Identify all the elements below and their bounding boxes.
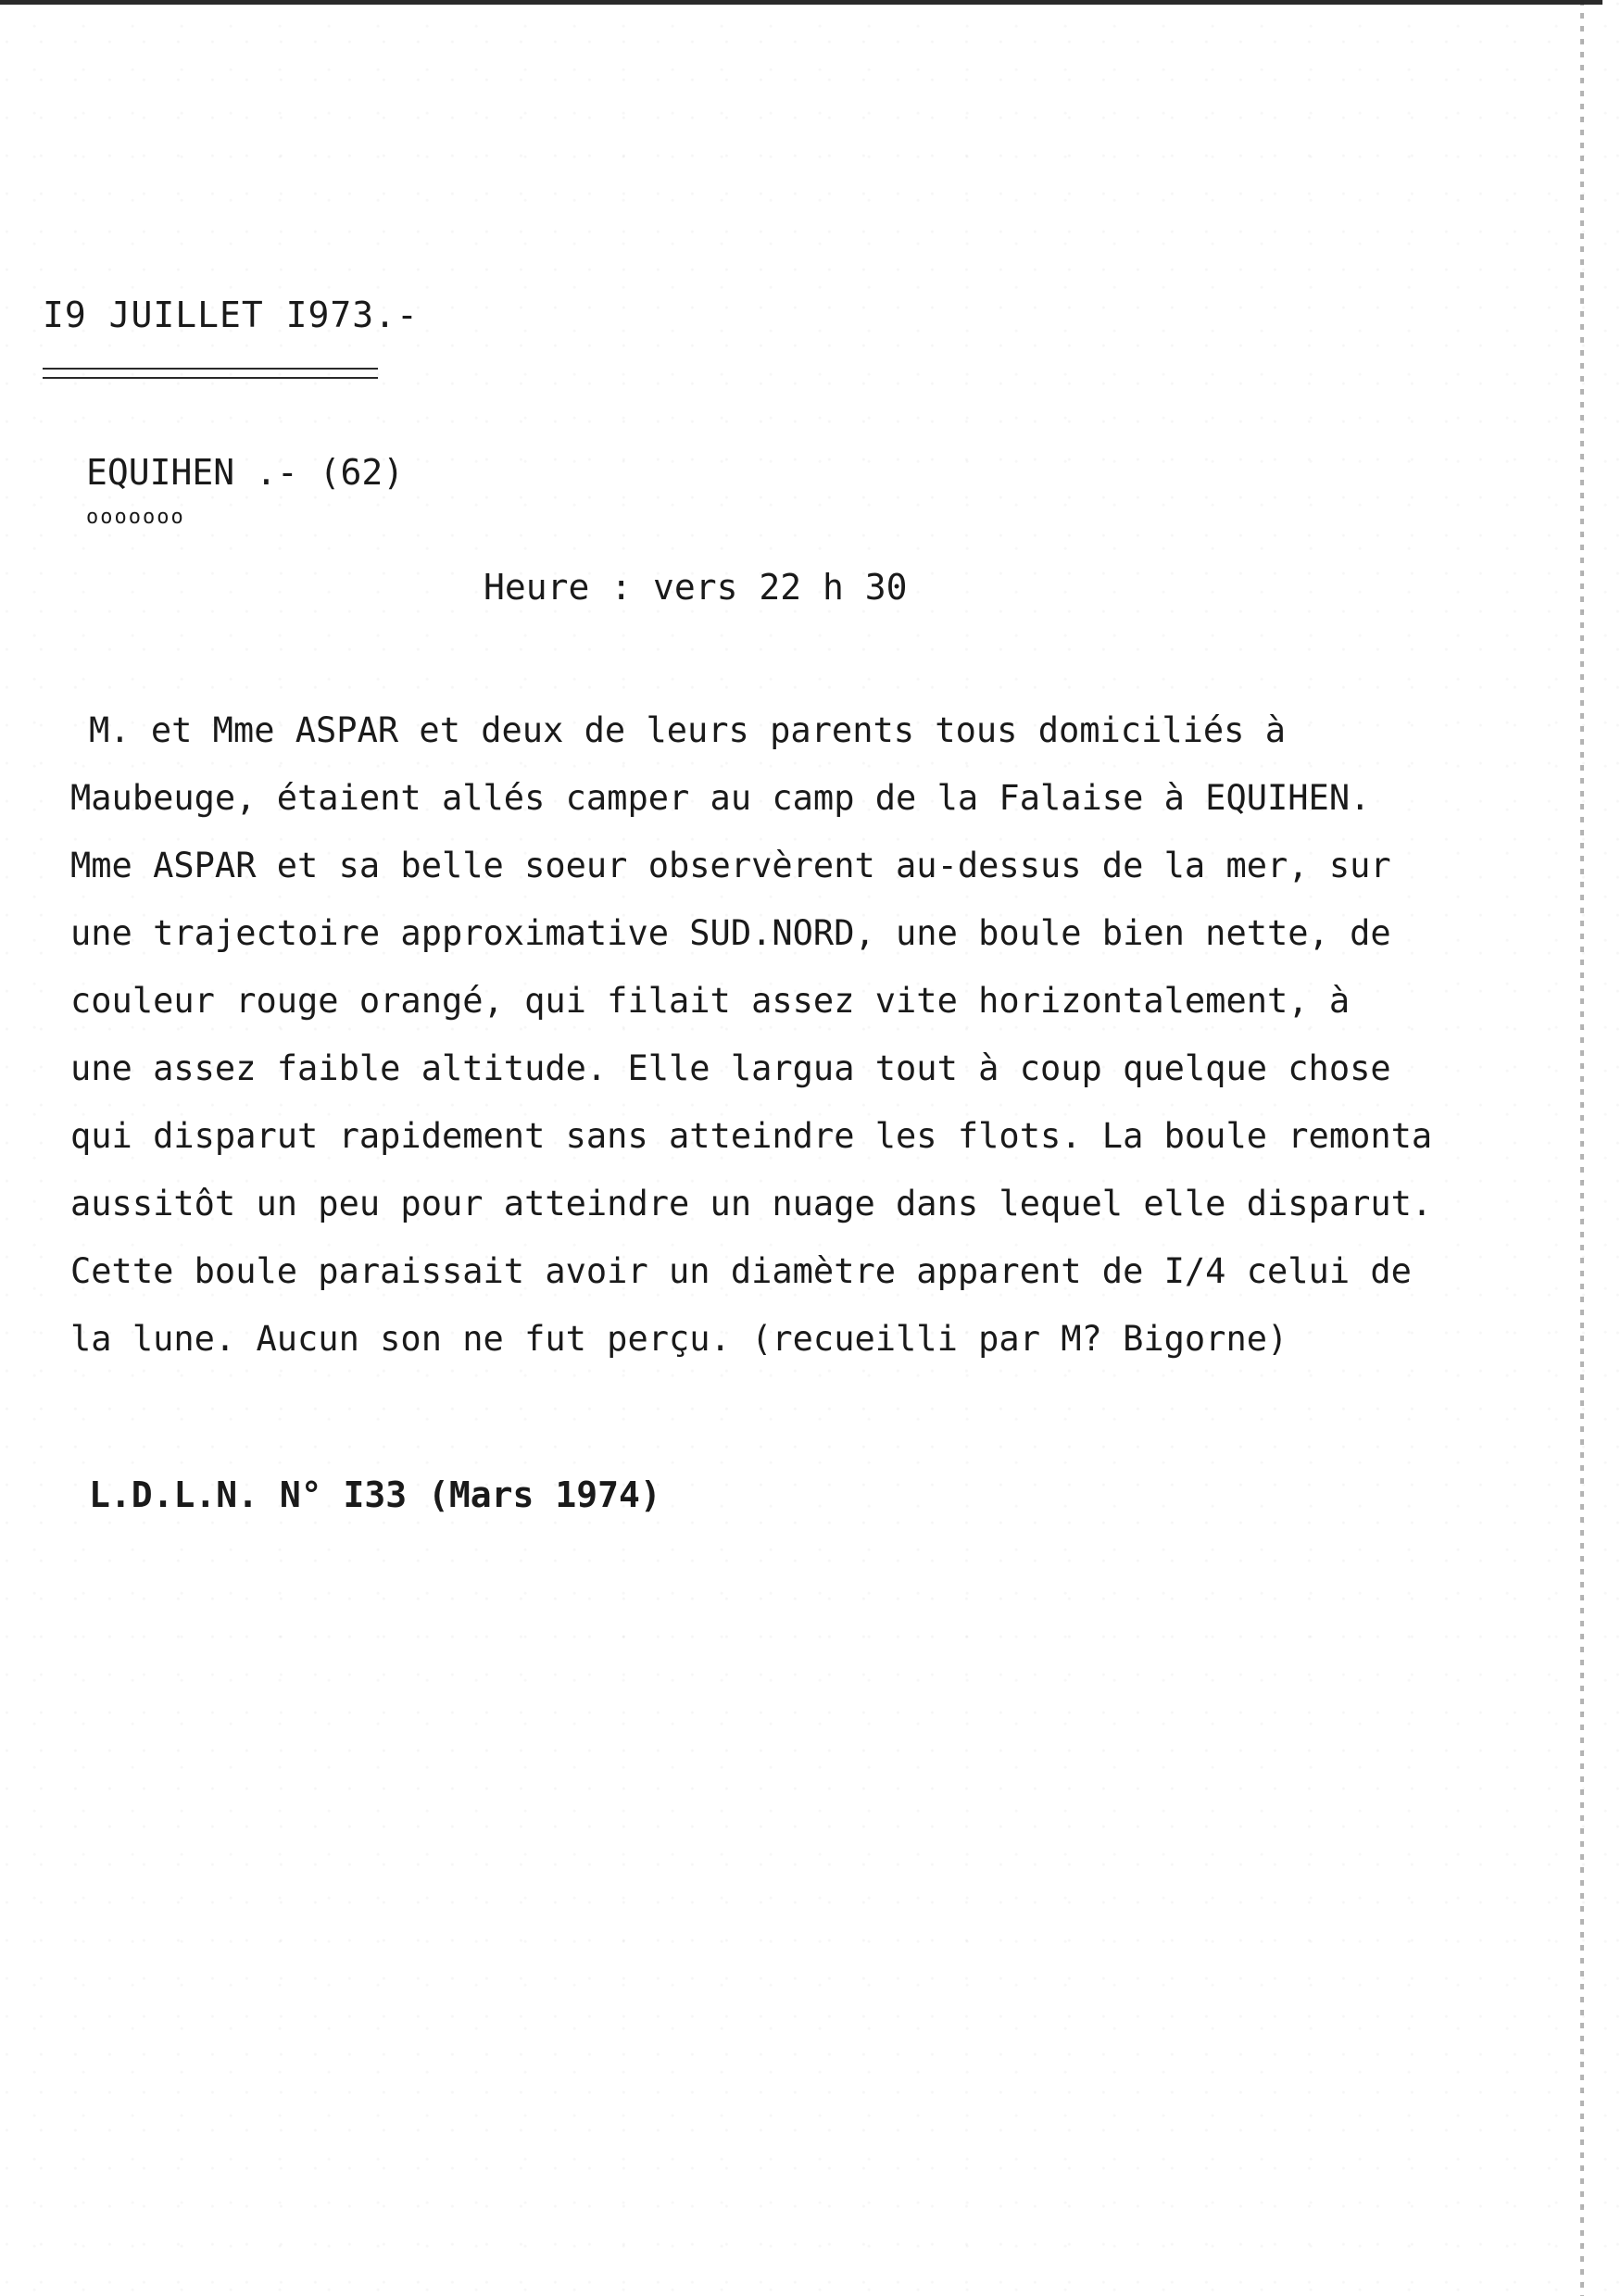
source-reference: L.D.L.N. N° I33 (Mars 1974) [89,1474,661,1515]
body-line: la lune. Aucun son ne fut perçu. (recueilli par M? Bigorne) [70,1319,1288,1359]
body-line: aussitôt un peu pour atteindre un nuage dans lequel elle disparut. [70,1184,1433,1223]
body-line: Maubeuge, étaient allés camper au camp de la Falaise à EQUIHEN. [70,778,1371,818]
place-heading-underline: ooooooo [86,506,185,529]
body-line: couleur rouge orangé, qui filait assez vite horizontalement, à [70,981,1351,1021]
place-heading: EQUIHEN .- (62) [86,452,405,493]
date-heading-underline [43,368,378,379]
date-heading: I9 JUILLET I973.- [43,295,419,335]
body-line: M. et Mme ASPAR et deux de leurs parents tous domiciliés à [89,710,1287,750]
body-line: Mme ASPAR et sa belle soeur observèrent au-dessus de la mer, sur [70,846,1391,885]
body-line: une trajectoire approximative SUD.NORD, une boule bien nette, de [70,913,1391,953]
report-body [70,696,1552,1373]
body-line: qui disparut rapidement sans atteindre les flots. La boule remonta [70,1116,1433,1156]
time-line: Heure : vers 22 h 30 [484,567,908,608]
top-border-line [0,0,1602,5]
body-line: Cette boule paraissait avoir un diamètre apparent de I/4 celui de [70,1251,1412,1291]
right-edge-line [1580,0,1584,2296]
body-line: une assez faible altitude. Elle largua tout à coup quelque chose [70,1048,1391,1088]
